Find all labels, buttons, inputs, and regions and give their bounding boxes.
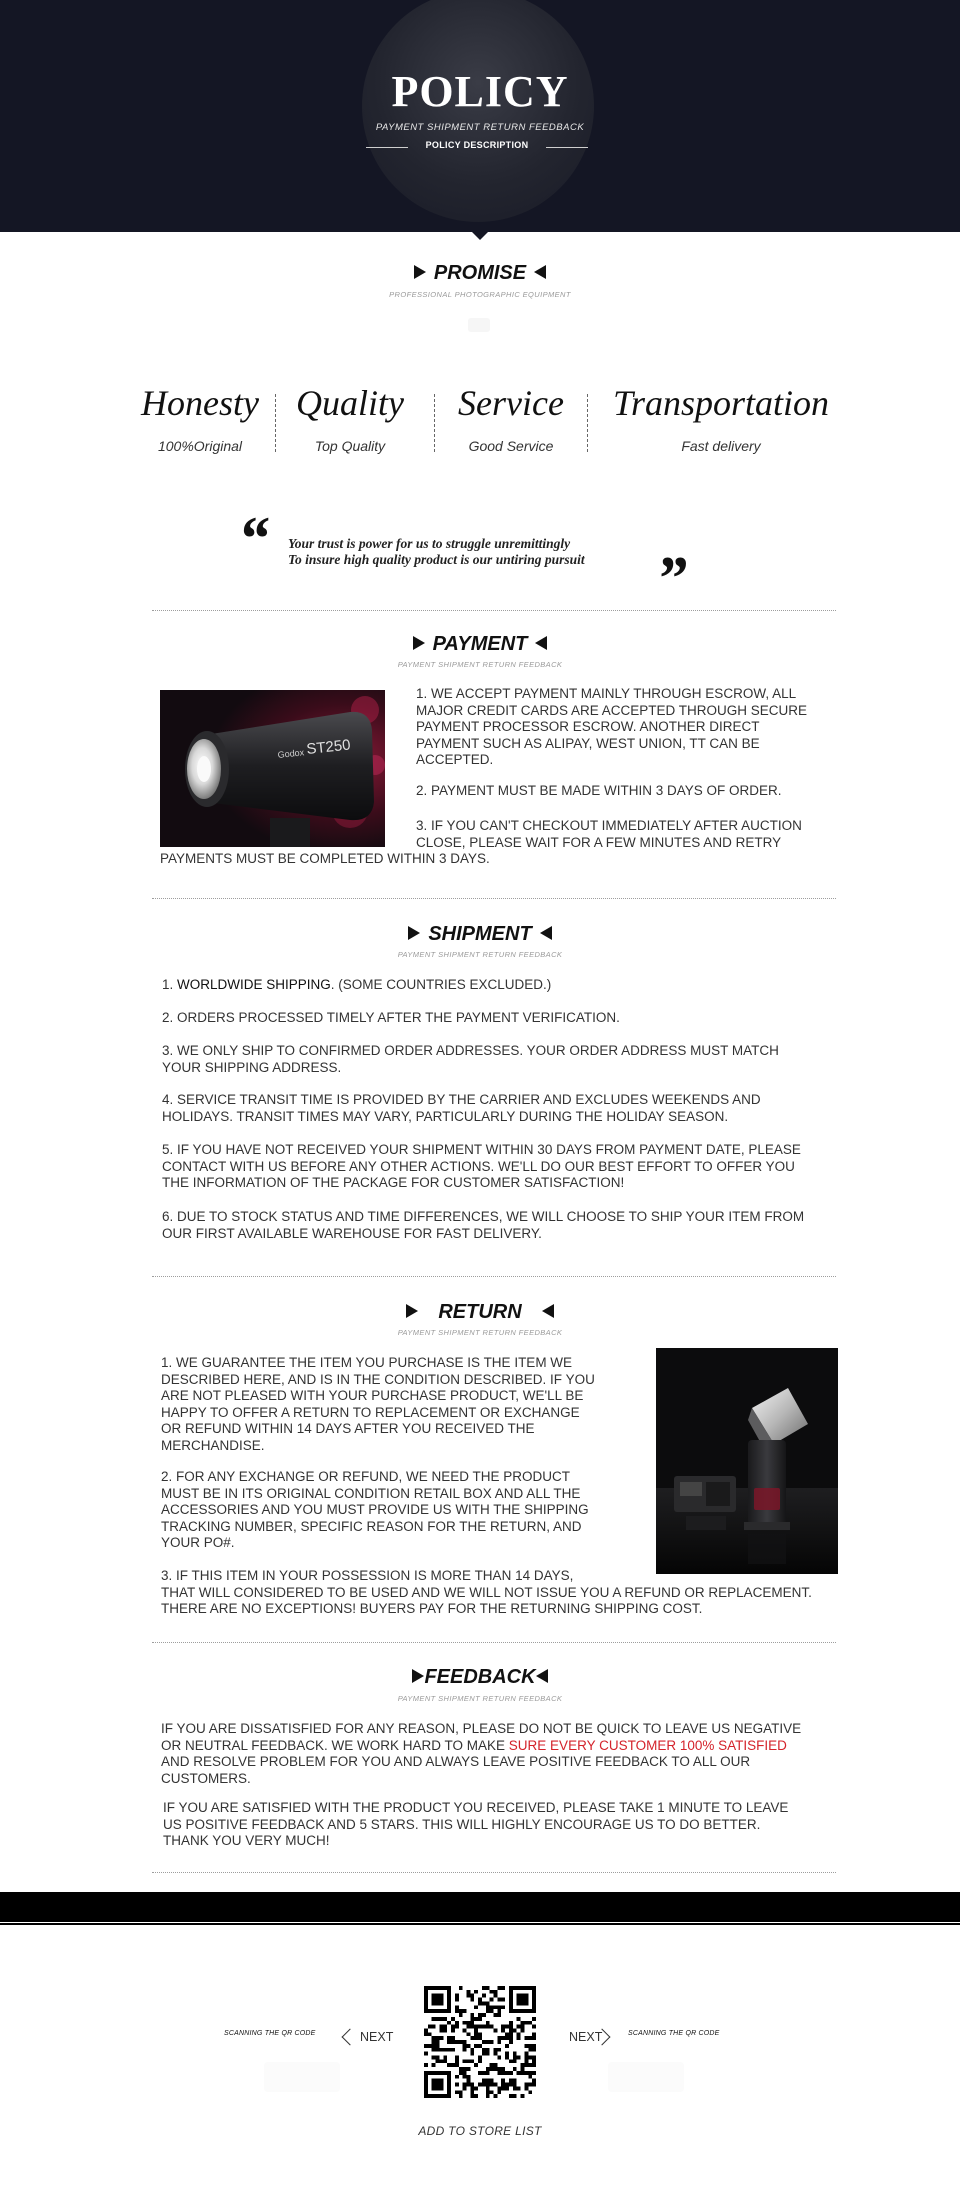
text-line: THAT WILL CONSIDERED TO BE USED AND WE WILL NOT ISSUE YOU A REFUND OR REPLACEMENT. bbox=[161, 1584, 812, 1600]
page-title: POLICY bbox=[391, 67, 569, 116]
text-line: PAYMENT SUCH AS ALIPAY, WEST UNION, TT CAN BE bbox=[416, 735, 760, 751]
svg-text:ST250: ST250 bbox=[305, 736, 352, 758]
text-line: 2. ORDERS PROCESSED TIMELY AFTER THE PAYMENT VERIFICATION. bbox=[162, 1010, 620, 1025]
text-line: THE INFORMATION OF THE PACKAGE FOR CUSTOMER SATISFACTION! bbox=[162, 1175, 625, 1191]
value-service bbox=[438, 382, 584, 474]
quote-line-2: To insure high quality product is our untiring pursuit bbox=[288, 552, 585, 567]
highlight-text: SURE EVERY CUSTOMER 100% SATISFIED bbox=[508, 1737, 787, 1753]
payment-subtitle: PAYMENT SHIPMENT RETURN FEEDBACK bbox=[397, 660, 563, 669]
text-line: YOUR PO#. bbox=[161, 1535, 235, 1551]
text-line: 3. IF YOU CAN'T CHECKOUT IMMEDIATELY AFTER AUCTION bbox=[416, 818, 802, 833]
text-line: DESCRIBED HERE, AND IS IN THE CONDITION DESCRIBED. IF YOU bbox=[161, 1371, 595, 1387]
decorative-mark bbox=[468, 318, 490, 332]
shipment-title: SHIPMENT bbox=[428, 923, 532, 945]
quote-line-1: Your trust is power for us to struggle unremittingly bbox=[288, 536, 571, 551]
next-link-left[interactable]: NEXT bbox=[360, 2030, 394, 2044]
return-heading bbox=[0, 1301, 960, 1324]
text-line: OR REFUND WITHIN 14 DAYS AFTER YOU RECEIVED THE bbox=[161, 1421, 535, 1437]
scan-caption-left: SCANNING THE QR CODE bbox=[224, 2030, 316, 2037]
speedlite-illustration bbox=[656, 1348, 838, 1574]
text-line: US POSITIVE FEEDBACK AND 5 STARS. THIS WILL HIGHLY ENCOURAGE US TO DO BETTER. bbox=[163, 1816, 761, 1832]
text-line: PAYMENT PROCESSOR ESCROW. ANOTHER DIRECT bbox=[416, 719, 760, 735]
shipment-item-6 bbox=[162, 1209, 804, 1242]
text-line: MUST BE IN ITS ORIGINAL CONDITION RETAIL BOX AND ALL THE bbox=[161, 1485, 581, 1501]
text-line: AND RESOLVE PROBLEM FOR YOU AND ALWAYS LEAVE POSITIVE FEEDBACK TO ALL OUR bbox=[161, 1754, 751, 1770]
dotted-divider bbox=[152, 1276, 836, 1277]
feedback-title: FEEDBACK bbox=[424, 1666, 536, 1688]
dashed-divider bbox=[434, 394, 435, 452]
play-right-icon bbox=[408, 926, 420, 940]
value-honesty bbox=[130, 382, 270, 474]
text-line bbox=[161, 1738, 801, 1755]
dotted-divider bbox=[152, 1872, 836, 1873]
footer-bar bbox=[0, 1892, 960, 1922]
banner-description: POLICY DESCRIPTION bbox=[425, 140, 529, 150]
shipment-item-2 bbox=[162, 1010, 620, 1027]
text-line: THANK YOU VERY MUCH! bbox=[163, 1833, 330, 1849]
studio-flash-illustration bbox=[160, 690, 385, 847]
text-line: 3. IF THIS ITEM IN YOUR POSSESSION IS MORE THAN 14 DAYS, bbox=[161, 1568, 574, 1583]
studio-flash-image bbox=[160, 690, 385, 847]
return-paragraph-3 bbox=[161, 1568, 812, 1618]
payment-title: PAYMENT bbox=[432, 633, 528, 655]
text-span: 1. bbox=[162, 977, 178, 992]
faded-placeholder bbox=[264, 2062, 340, 2092]
text-line: IF YOU ARE SATISFIED WITH THE PRODUCT YOU RECEIVED, PLEASE TAKE 1 MINUTE TO LEAVE bbox=[163, 1800, 789, 1815]
text-span: OR NEUTRAL FEEDBACK. WE WORK HARD TO MAKE bbox=[161, 1737, 509, 1753]
play-right-icon bbox=[413, 636, 425, 650]
payment-paragraph-3-tail: PAYMENTS MUST BE COMPLETED WITHIN 3 DAYS. bbox=[160, 851, 490, 866]
feedback-subtitle: PAYMENT SHIPMENT RETURN FEEDBACK bbox=[397, 1694, 563, 1703]
text-line: MAJOR CREDIT CARDS ARE ACCEPTED THROUGH SECURE bbox=[416, 702, 808, 718]
shipment-heading bbox=[0, 923, 960, 946]
close-quote-icon: ” bbox=[656, 545, 687, 613]
text-line: YOUR SHIPPING ADDRESS. bbox=[162, 1059, 342, 1075]
shipment-item-4 bbox=[162, 1092, 761, 1125]
value-word: Honesty bbox=[141, 383, 259, 423]
payment-heading bbox=[0, 633, 960, 656]
value-caption: Top Quality bbox=[314, 438, 386, 454]
speedlite-flash-image bbox=[656, 1348, 838, 1574]
text-line: ACCEPTED. bbox=[416, 752, 494, 768]
text-line: CUSTOMERS. bbox=[161, 1770, 251, 1786]
values-row bbox=[130, 382, 850, 474]
play-left-icon bbox=[535, 636, 547, 650]
payment-paragraph-1 bbox=[416, 686, 807, 769]
scan-caption-right: SCANNING THE QR CODE bbox=[628, 2030, 720, 2037]
text-line: HOLIDAYS. TRANSIT TIMES MAY VARY, PARTICULARLY DURING THE HOLIDAY SEASON. bbox=[162, 1108, 729, 1124]
next-link-right[interactable]: NEXT bbox=[569, 2030, 603, 2044]
dotted-divider bbox=[152, 898, 836, 899]
play-right-icon bbox=[406, 1304, 418, 1318]
play-right-icon bbox=[412, 1669, 424, 1683]
play-left-icon bbox=[542, 1304, 554, 1318]
banner-description-row bbox=[366, 140, 588, 154]
chevron-left-icon[interactable] bbox=[342, 2029, 359, 2046]
text-span: . (SOME COUNTRIES EXCLUDED.) bbox=[330, 977, 552, 992]
text-line: 3. WE ONLY SHIP TO CONFIRMED ORDER ADDRESSES. YOUR ORDER ADDRESS MUST MATCH bbox=[162, 1043, 779, 1058]
text-line: TRACKING NUMBER, SPECIFIC REASON FOR THE RETURN, AND bbox=[161, 1518, 582, 1534]
banner-pointer bbox=[472, 232, 488, 240]
text-line: 5. IF YOU HAVE NOT RECEIVED YOUR SHIPMENT WITHIN 30 DAYS FROM PAYMENT DATE, PLEASE bbox=[162, 1142, 801, 1157]
dashed-divider bbox=[587, 394, 588, 452]
value-word: Transportation bbox=[612, 383, 830, 423]
value-word: Quality bbox=[296, 383, 404, 423]
banner-subtitle: PAYMENT SHIPMENT RETURN FEEDBACK bbox=[375, 122, 585, 133]
shipment-subtitle: PAYMENT SHIPMENT RETURN FEEDBACK bbox=[397, 950, 563, 959]
play-right-icon bbox=[414, 265, 426, 279]
text-line: 6. DUE TO STOCK STATUS AND TIME DIFFERENCES, WE WILL CHOOSE TO SHIP YOUR ITEM FROM bbox=[162, 1209, 805, 1224]
value-caption: Fast delivery bbox=[681, 438, 761, 454]
dotted-divider bbox=[152, 1642, 836, 1643]
text-line: OUR FIRST AVAILABLE WAREHOUSE FOR FAST DELIVERY. bbox=[162, 1225, 542, 1241]
faded-placeholder bbox=[608, 2062, 684, 2092]
add-to-store-list[interactable]: ADD TO STORE LIST bbox=[418, 2124, 542, 2138]
value-transportation bbox=[592, 382, 850, 474]
text-line: THERE ARE NO EXCEPTIONS! BUYERS PAY FOR THE RETURNING SHIPPING COST. bbox=[161, 1601, 703, 1617]
feedback-paragraph-2 bbox=[163, 1800, 788, 1850]
payment-paragraph-2: 2. PAYMENT MUST BE MADE WITHIN 3 DAYS OF ORDER. bbox=[416, 783, 782, 798]
feedback-paragraph-1 bbox=[161, 1721, 801, 1787]
play-left-icon bbox=[536, 1669, 548, 1683]
svg-text:Godox: Godox bbox=[277, 747, 305, 760]
text-line: 2. FOR ANY EXCHANGE OR REFUND, WE NEED THE PRODUCT bbox=[161, 1469, 571, 1484]
text-line: ACCESSORIES AND YOU MUST PROVIDE US WITH THE SHIPPING bbox=[161, 1502, 589, 1518]
shipment-item-3 bbox=[162, 1043, 779, 1076]
text-span: WORLDWIDE SHIPPING bbox=[177, 977, 331, 992]
return-paragraph-2 bbox=[161, 1469, 589, 1552]
value-caption: 100%Original bbox=[157, 438, 243, 454]
payment-paragraph-3 bbox=[416, 818, 802, 851]
play-left-icon bbox=[534, 265, 546, 279]
text-line: CONTACT WITH US BEFORE ANY OTHER ACTIONS. WE'LL DO OUR BEST EFFORT TO OFFER YOU bbox=[162, 1158, 795, 1174]
qr-code-graphic bbox=[424, 1986, 536, 2098]
text-line: 4. SERVICE TRANSIT TIME IS PROVIDED BY THE CARRIER AND EXCLUDES WEEKENDS AND bbox=[162, 1092, 761, 1107]
value-word: Service bbox=[458, 383, 564, 423]
open-quote-icon: “ bbox=[238, 505, 269, 573]
promise-heading bbox=[0, 262, 960, 285]
value-caption: Good Service bbox=[468, 438, 554, 454]
return-paragraph-1 bbox=[161, 1355, 595, 1455]
dashed-divider bbox=[275, 394, 276, 452]
play-left-icon bbox=[540, 926, 552, 940]
value-quality bbox=[280, 382, 420, 474]
dotted-divider bbox=[152, 610, 836, 611]
text-line: ARE NOT PLEASED WITH YOUR PURCHASE PRODUCT, WE'LL BE bbox=[161, 1388, 584, 1404]
text-line: HAPPY TO OFFER A RETURN TO REPLACEMENT OR EXCHANGE bbox=[161, 1404, 580, 1420]
shipment-item-1 bbox=[162, 977, 551, 994]
qr-code[interactable] bbox=[424, 1986, 536, 2098]
divider-line bbox=[546, 147, 588, 148]
policy-banner bbox=[0, 0, 960, 232]
return-subtitle: PAYMENT SHIPMENT RETURN FEEDBACK bbox=[397, 1328, 563, 1337]
return-title: RETURN bbox=[438, 1301, 522, 1323]
footer-line bbox=[0, 1923, 960, 1925]
text-line: 1. WE GUARANTEE THE ITEM YOU PURCHASE IS THE ITEM WE bbox=[161, 1355, 573, 1370]
text-line: IF YOU ARE DISSATISFIED FOR ANY REASON, PLEASE DO NOT BE QUICK TO LEAVE US NEGATIVE bbox=[161, 1721, 802, 1736]
feedback-heading bbox=[0, 1666, 960, 1689]
promise-title: PROMISE bbox=[433, 262, 527, 284]
shipment-item-5 bbox=[162, 1142, 801, 1192]
promise-subtitle: PROFESSIONAL PHOTOGRAPHIC EQUIPMENT bbox=[389, 290, 571, 299]
text-line: CLOSE, PLEASE WAIT FOR A FEW MINUTES AND RETRY bbox=[416, 834, 782, 850]
text-line: MERCHANDISE. bbox=[161, 1437, 265, 1453]
text-line: 1. WE ACCEPT PAYMENT MAINLY THROUGH ESCROW, ALL bbox=[416, 686, 797, 701]
